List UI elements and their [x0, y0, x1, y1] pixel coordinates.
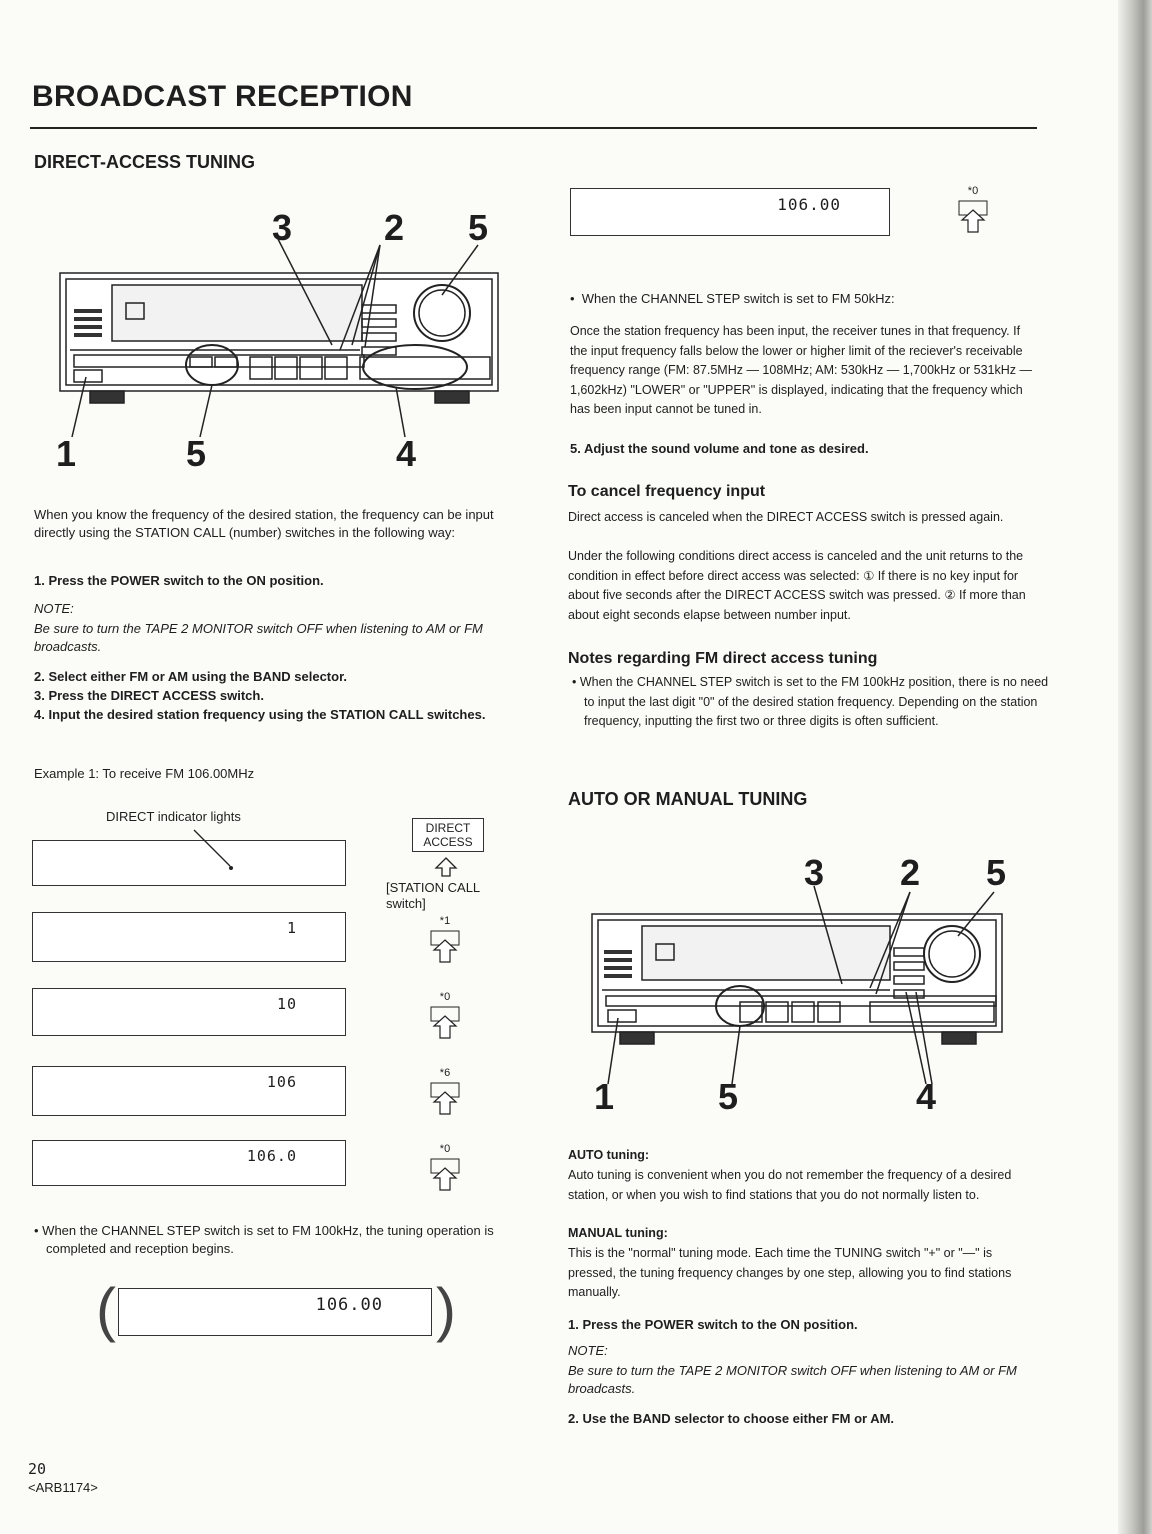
callout-top-3: 5	[468, 207, 489, 248]
callout2-top-2: 2	[900, 852, 921, 893]
key-icon-1: *1	[430, 930, 460, 964]
arrow-up-icon	[434, 856, 458, 878]
final-display	[118, 1288, 432, 1336]
direct-access-key: DIRECT ACCESS	[412, 818, 484, 852]
step-5: 5. Adjust the sound volume and tone as desired.	[570, 441, 869, 456]
top-key-icon: *0	[958, 200, 988, 234]
step-2: 2. Select either FM or AM using the BAND selector.	[34, 669, 348, 684]
cancel-heading: To cancel frequency input	[568, 483, 766, 500]
note2-label: NOTE:	[568, 1343, 608, 1358]
step-3: 3. Press the DIRECT ACCESS switch.	[34, 688, 264, 703]
auto-text: Auto tuning is convenient when you do not remember the frequency of a desired station, or when you wish to find stations that you do not normally listen to.	[568, 1168, 1012, 1202]
step2-1: 1. Press the POWER switch to the ON position.	[568, 1317, 858, 1332]
step-4: 4. Input the desired station frequency using the STATION CALL switches.	[34, 707, 486, 722]
page-number: 20	[28, 1460, 47, 1478]
callout2-top-3: 5	[986, 852, 1007, 893]
key-icon-2: *0	[430, 1006, 460, 1040]
callout-bottom-3: 4	[396, 433, 417, 474]
intro-paragraph: When you know the frequency of the desired station, the frequency can be input directly using the STATION CALL (number) switches in the following way:	[34, 507, 494, 540]
callout-top-2: 2	[384, 207, 405, 248]
manual-text: This is the "normal" tuning mode. Each time the TUNING switch "+" or "—" is pressed, the tuning frequency changes by one step, allowing you to find stations manually.	[568, 1246, 1012, 1299]
page-title: BROADCAST RECEPTION	[32, 80, 413, 113]
document-code: <ARB1174>	[28, 1480, 98, 1495]
title-rule	[30, 127, 1037, 129]
auto-label: AUTO tuning:	[568, 1148, 649, 1162]
callout2-bottom-3: 4	[916, 1076, 937, 1117]
note-label: NOTE:	[34, 601, 74, 616]
callout2-top-1: 3	[804, 852, 825, 893]
notes-paragraph: • When the CHANNEL STEP switch is set to the FM 100kHz position, there is no need to input the last digit "0" of the desired station frequency. Depending on the station frequency, inputting the first two or three digits is often sufficient.	[572, 675, 1049, 728]
callout-bottom-1: 1	[56, 433, 77, 474]
section-heading-auto-manual: AUTO OR MANUAL TUNING	[568, 789, 808, 809]
top-display-digits: 106.00	[777, 195, 841, 214]
station-call-label: [STATION CALL switch]	[386, 880, 480, 911]
final-display-digits: 106.00	[315, 1295, 383, 1315]
step-1: 1. Press the POWER switch to the ON position.	[34, 573, 324, 588]
display-step-2	[32, 988, 346, 1036]
callout2-bottom-1: 1	[594, 1076, 615, 1117]
display-digits-1: 1	[286, 919, 297, 937]
channel-step-50-note: • When the CHANNEL STEP switch is set to FM 50kHz:	[570, 291, 895, 306]
manual-label: MANUAL tuning:	[568, 1226, 668, 1240]
display-step-1	[32, 912, 346, 962]
cancel-paragraph-1: Direct access is canceled when the DIRECT ACCESS switch is pressed again.	[568, 510, 1004, 524]
note2-text: Be sure to turn the TAPE 2 MONITOR switch OFF when listening to AM or FM broadcasts.	[568, 1363, 1017, 1396]
section-heading-direct-access: DIRECT-ACCESS TUNING	[34, 152, 256, 172]
key-icon-4: *0	[430, 1158, 460, 1192]
page-edge-shadow	[1118, 0, 1152, 1534]
indicator-label: DIRECT indicator lights	[106, 809, 241, 824]
callout-bottom-2: 5	[186, 433, 207, 474]
cancel-paragraph-2: Under the following conditions direct access is canceled and the unit returns to the condition in effect before direct access was selected: ① If there is no key input for about five seconds after the DIRECT ACCESS switch was pressed. ② If more than about eight seconds elapse between number input.	[568, 549, 1026, 622]
display-step-0	[32, 840, 346, 886]
paren-right: )	[436, 1276, 456, 1343]
display-digits-2: 10	[276, 995, 297, 1013]
range-paragraph: Once the station frequency has been input, the receiver tunes in that frequency. If the input frequency falls below the lower or higher limit of the reciever's receivable frequency range (FM: 87.5MHz — 108MHz; AM: 530kHz — 1,700kHz or 531kHz — 1,602kHz) "LOWER" or "UPPER" is displayed, indicating that the frequency which has been input cannot be tuned in.	[570, 324, 1032, 416]
indicator-pointer	[190, 828, 240, 878]
note-text: Be sure to turn the TAPE 2 MONITOR switch OFF when listening to AM or FM broadcasts.	[34, 621, 483, 654]
channel-step-100-note: • When the CHANNEL STEP switch is set to FM 100kHz, the tuning operation is completed and reception begins.	[34, 1223, 494, 1256]
example-label: Example 1: To receive FM 106.00MHz	[34, 766, 255, 781]
display-digits-3: 106	[266, 1073, 297, 1091]
paren-left: (	[96, 1276, 116, 1343]
receiver-diagram-1	[40, 205, 510, 475]
callout-top-1: 3	[272, 207, 293, 248]
display-step-3	[32, 1066, 346, 1116]
step2-2: 2. Use the BAND selector to choose either FM or AM.	[568, 1411, 895, 1426]
top-display	[570, 188, 890, 236]
key-icon-3: *6	[430, 1082, 460, 1116]
notes-heading: Notes regarding FM direct access tuning	[568, 650, 878, 667]
callout2-bottom-2: 5	[718, 1076, 739, 1117]
display-step-4	[32, 1140, 346, 1186]
receiver-diagram-2	[580, 852, 1030, 1117]
display-digits-4: 106.0	[246, 1147, 297, 1165]
